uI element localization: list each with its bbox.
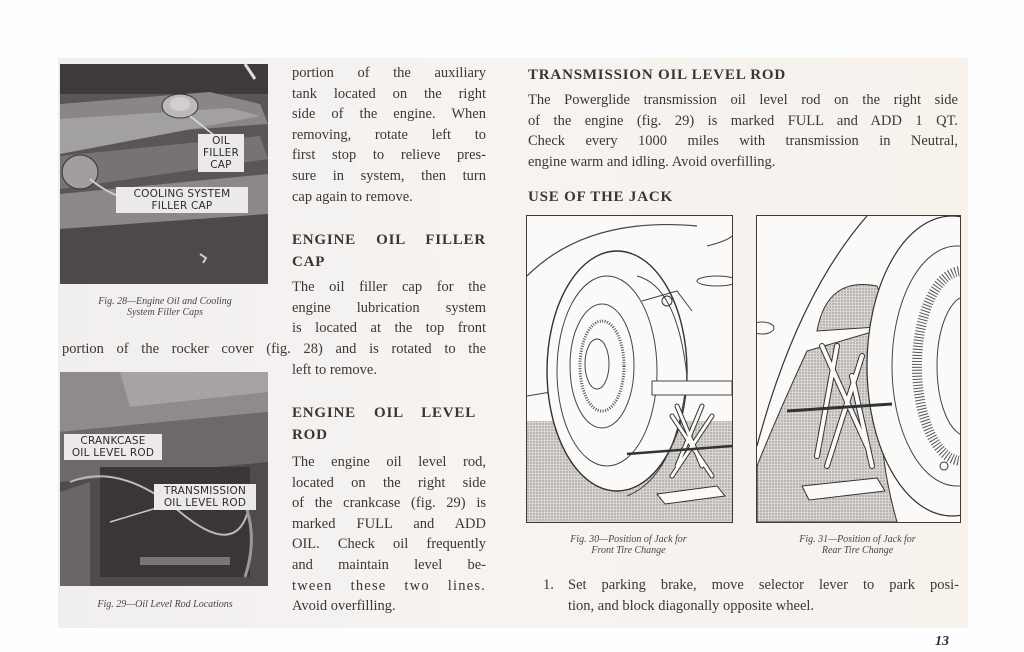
heading-line: ENGINE OIL FILLER: [292, 232, 486, 248]
fig30-caption: [526, 534, 731, 556]
caption-line: System Filler Caps: [126, 307, 204, 318]
page-number: 13: [935, 634, 949, 649]
text-line: tween these two lines.: [292, 577, 486, 594]
text-line: of the engine (fig. 29) is marked FULL and ADD 1 QT.: [528, 112, 958, 129]
heading-line: USE OF THE JACK: [528, 189, 673, 205]
text-line: Avoid overfilling.: [292, 598, 396, 615]
label-line: FILLER: [203, 147, 239, 159]
caption-line: Fig. 29—Oil Level Rod Locations: [97, 599, 233, 610]
label-line: FILLER CAP: [151, 200, 213, 212]
engine-oil-level-rod-paragraph: [292, 452, 486, 617]
oil-filler-cap-label: [198, 134, 244, 172]
transmission-oil-level-rod-heading: [528, 64, 958, 86]
text-line: is located at the top front: [292, 320, 486, 337]
text-line: Set parking brake, move selector lever to park posi-: [568, 577, 959, 593]
text-line: side of the engine. When: [292, 106, 486, 123]
text-line: removing, rotate left to: [292, 126, 486, 143]
step-number: 1.: [543, 577, 554, 593]
text-line: The Powerglide transmission oil level rod on the right side: [528, 92, 958, 108]
fig31-caption: [756, 534, 959, 556]
jack-step-1: [543, 575, 959, 616]
front-tire-jack-drawing: [527, 216, 732, 522]
text-line: OIL. Check oil frequently: [292, 536, 486, 553]
text-line: The engine oil level rod,: [292, 454, 486, 470]
heading-line: ROD: [292, 427, 328, 443]
engine-oil-filler-cap-paragraph: [292, 277, 486, 339]
use-of-the-jack-heading: [528, 186, 958, 208]
fig30-front-jack-illustration: [526, 215, 733, 523]
text-line: portion of the auxiliary: [292, 65, 486, 81]
caption-line: Rear Tire Change: [821, 545, 894, 556]
cooling-system-filler-cap-label: [116, 187, 248, 213]
label-line: CAP: [210, 159, 232, 171]
text-line: cap again to remove.: [292, 188, 413, 205]
label-line: CRANKCASE: [80, 435, 146, 447]
crankcase-oil-level-rod-label: [64, 434, 162, 460]
text-line: of the crankcase (fig. 29) is: [292, 495, 486, 512]
label-line: OIL LEVEL ROD: [163, 497, 247, 509]
text-line: The oil filler cap for the: [292, 279, 486, 295]
engine-rocker-cover-illustration: [60, 64, 268, 284]
caption-line: Fig. 31—Position of Jack for: [799, 534, 916, 545]
text-line: located on the right side: [292, 474, 486, 491]
text-line: tank located on the right: [292, 85, 486, 102]
label-line: OIL: [212, 135, 230, 147]
text-line: left to remove.: [292, 362, 377, 378]
fig28-engine-photo: [60, 64, 268, 284]
auxiliary-tank-paragraph: [292, 63, 486, 207]
text-line: first stop to relieve pres-: [292, 147, 486, 164]
caption-line: Fig. 28—Engine Oil and Cooling: [98, 296, 232, 307]
engine-oil-filler-cap-heading: [292, 229, 486, 273]
text-line: marked FULL and ADD: [292, 515, 486, 532]
text-line: portion of the rocker cover (fig. 28) and is rotated to the: [62, 341, 486, 357]
caption-line: Front Tire Change: [591, 545, 666, 556]
rear-tire-jack-drawing: [757, 216, 960, 522]
engine-oil-filler-cap-last-line: [292, 360, 486, 381]
text-line: Check every 1000 miles with transmission in Neutral,: [528, 133, 958, 150]
text-line: and maintain level be-: [292, 556, 486, 573]
text-line: engine warm and idling. Avoid overfilling.: [528, 153, 776, 170]
label-line: TRANSMISSION: [163, 485, 247, 497]
fig28-caption: [62, 296, 268, 318]
transmission-oil-level-rod-label: [154, 484, 256, 510]
text-line: engine lubrication system: [292, 299, 486, 316]
label-line: OIL LEVEL ROD: [71, 447, 155, 459]
heading-line: TRANSMISSION OIL LEVEL ROD: [528, 67, 786, 83]
text-line: tion, and block diagonally opposite wheel.: [568, 597, 815, 614]
oil-level-rod-illustration: [60, 372, 268, 586]
fig29-caption: [62, 599, 268, 610]
engine-oil-filler-cap-wide-line: [62, 339, 486, 360]
transmission-oil-level-rod-paragraph: [528, 90, 958, 172]
caption-line: Fig. 30—Position of Jack for: [570, 534, 687, 545]
heading-line: CAP: [292, 254, 326, 270]
label-line: COOLING SYSTEM: [133, 188, 231, 200]
fig29-engine-photo: [60, 372, 268, 586]
heading-line: ENGINE OIL LEVEL: [292, 405, 476, 421]
engine-oil-level-rod-heading: [292, 402, 476, 446]
text-line: sure in system, then turn: [292, 167, 486, 184]
fig31-rear-jack-illustration: [756, 215, 961, 523]
